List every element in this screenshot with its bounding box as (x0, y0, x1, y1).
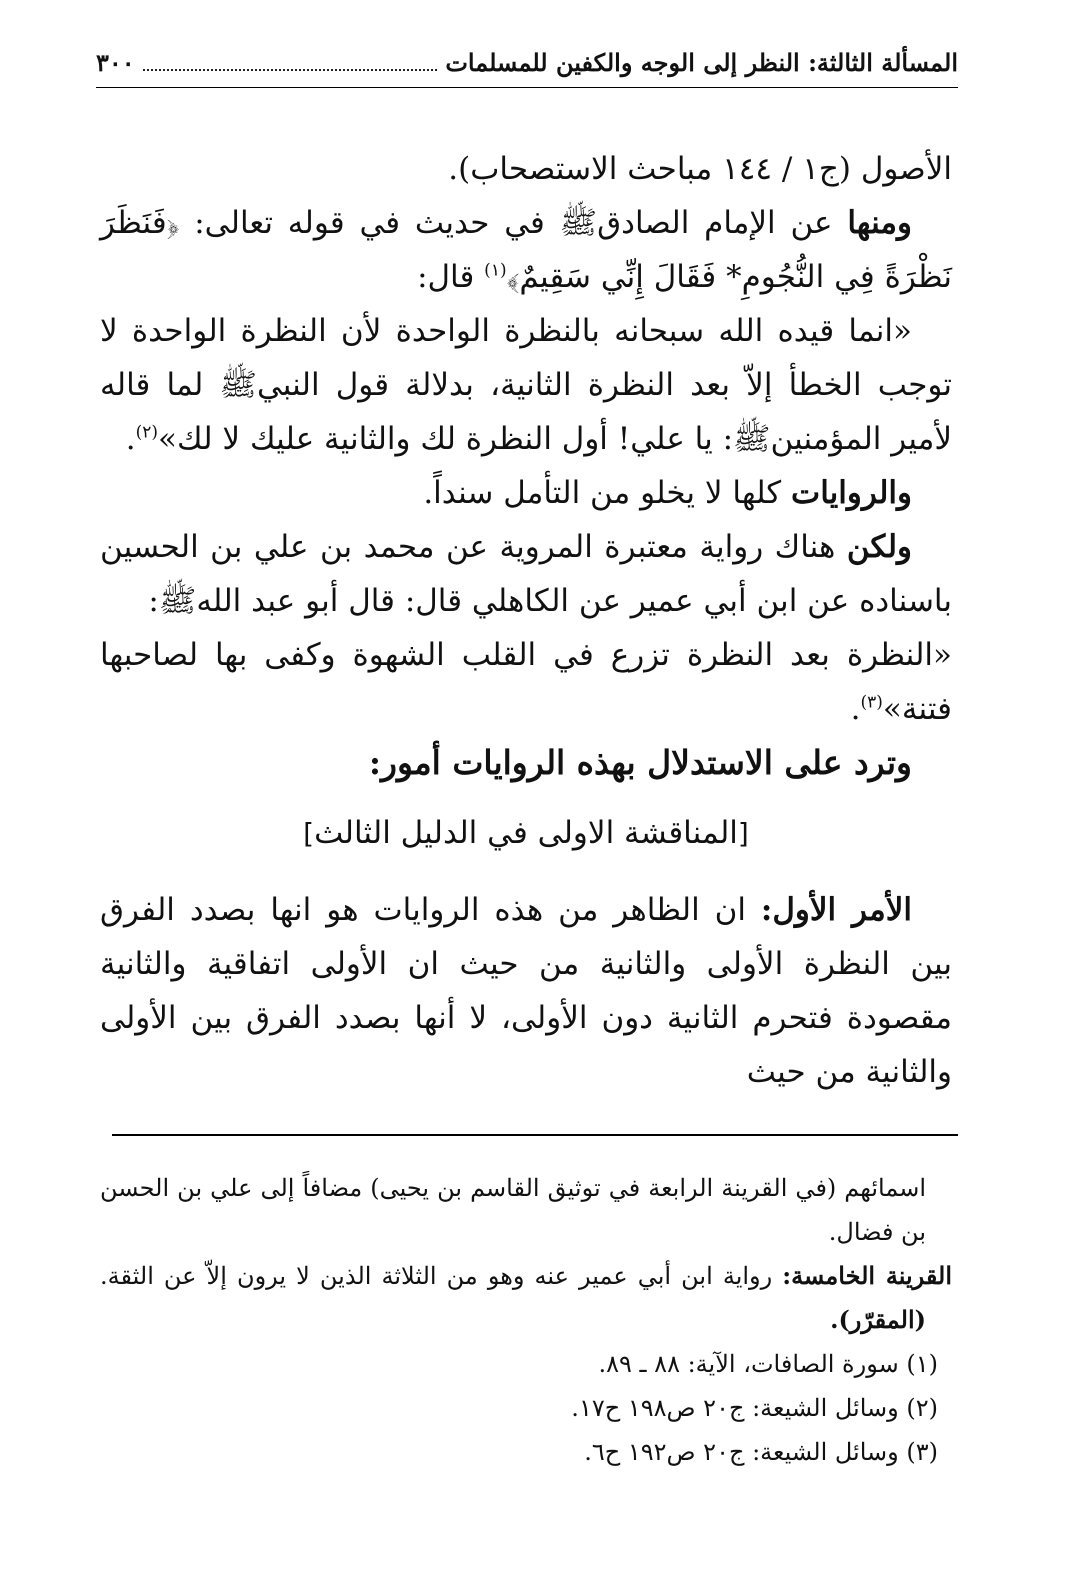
paragraph-1: الأصول (ج١ / ١٤٤ مباحث الاستصحاب). (448, 151, 952, 187)
footnote-item-2: (٢) وسائل الشيعة: ج٢٠ ص١٩٨ ح١٧. (571, 1394, 938, 1422)
footnote-ref-2: (٢) (135, 422, 159, 443)
footnote-divider (112, 1134, 958, 1136)
paragraph-tail: . (850, 691, 861, 727)
paragraph-5 (100, 520, 952, 628)
paragraph-text: عن الإمام الصادقﷺ في حديث في قوله تعالى: ﴿فَنَظَرَ نَظْرَةً فِي النُّجُومِ* فَقَالَ إِنِّي سَقِيمٌ﴾ (100, 205, 952, 295)
bracket-close: ] (303, 817, 315, 850)
paragraph-text: كلها لا يخلو من التأمل سنداً. (423, 475, 792, 511)
footnote-lead: القرينة الخامسة: (782, 1261, 952, 1290)
footnotes (100, 1166, 952, 1474)
footnote-continuation: اسمائهم (في القرينة الرابعة في توثيق القاسم بن يحيى) مضافاً إلى علي بن الحسن بن فضال. (100, 1174, 926, 1246)
footnote-item-3: (٣) وسائل الشيعة: ج٢٠ ص١٩٢ ح٦. (584, 1438, 938, 1466)
section-title-text: المناقشة الاولى في الدليل الثالث (314, 815, 738, 851)
paragraph-tail: . (125, 421, 136, 457)
footnote-editor-mark: (المقرّر). (830, 1305, 926, 1334)
footnote-item-1: (١) سورة الصافات، الآية: ٨٨ ـ ٨٩. (598, 1350, 938, 1378)
lead-word: ولكن (846, 529, 912, 565)
footnote-text: رواية ابن أبي عمير عنه وهو من الثلاثة الذين لا يرون إلاّ عن الثقة. (100, 1262, 783, 1290)
running-header (96, 48, 958, 88)
footnote-ref-1: (١) (484, 260, 507, 281)
paragraph-tail: قال: (417, 259, 485, 295)
bracket-open: [ (737, 817, 749, 850)
paragraph-4 (100, 466, 952, 520)
paragraph-3 (100, 304, 952, 466)
paragraph-8 (100, 883, 952, 1099)
footnote-ref-3: (٣) (860, 692, 883, 713)
paragraph-6 (100, 628, 952, 736)
header-leader-dots (143, 68, 438, 71)
paragraph-text: ان الظاهر من هذه الروايات هو انها بصدد الفرق بين النظرة الأولى والثانية من حيث ان الأولى اتفاقية والثانية مقصودة فتحرم الثانية دون الأولى، لا أنها بصدد الفرق بين الأولى والثانية من حيث (100, 892, 952, 1090)
paragraph-7-objections: وترد على الاستدلال بهذه الروايات أمور: (368, 743, 912, 782)
footnote-fifth-evidence (100, 1254, 952, 1342)
lead-word: والروايات (791, 475, 912, 511)
page-number: ٣٠٠ (96, 48, 135, 77)
lead-word: الأمر الأول: (760, 892, 912, 928)
header-title: المسألة الثالثة: النظر إلى الوجه والكفين للمسلمات (445, 48, 958, 77)
paragraph-2 (100, 196, 952, 304)
main-text (100, 142, 952, 1099)
quote-text: «النظرة بعد النظرة تزرع في القلب الشهوة وكفى بها لصاحبها فتنة» (100, 637, 952, 727)
lead-word: ومنها (847, 205, 912, 241)
quote-text: «انما قيده الله سبحانه بالنظرة الواحدة لأن النظرة الواحدة لا توجب الخطأ إلاّ بعد النظرة الثانية، بدلالة قول النبيﷺ لما قاله لأمير المؤمنينﷺ: يا علي! أول النظرة لك والثانية عليك لا لك» (100, 313, 952, 457)
section-title (100, 806, 952, 861)
paragraph-text: هناك رواية معتبرة المروية عن محمد بن علي بن الحسين باسناده عن ابن أبي عمير عن الكاهلي قال: قال أبو عبد اللهﷺ: (100, 529, 952, 619)
